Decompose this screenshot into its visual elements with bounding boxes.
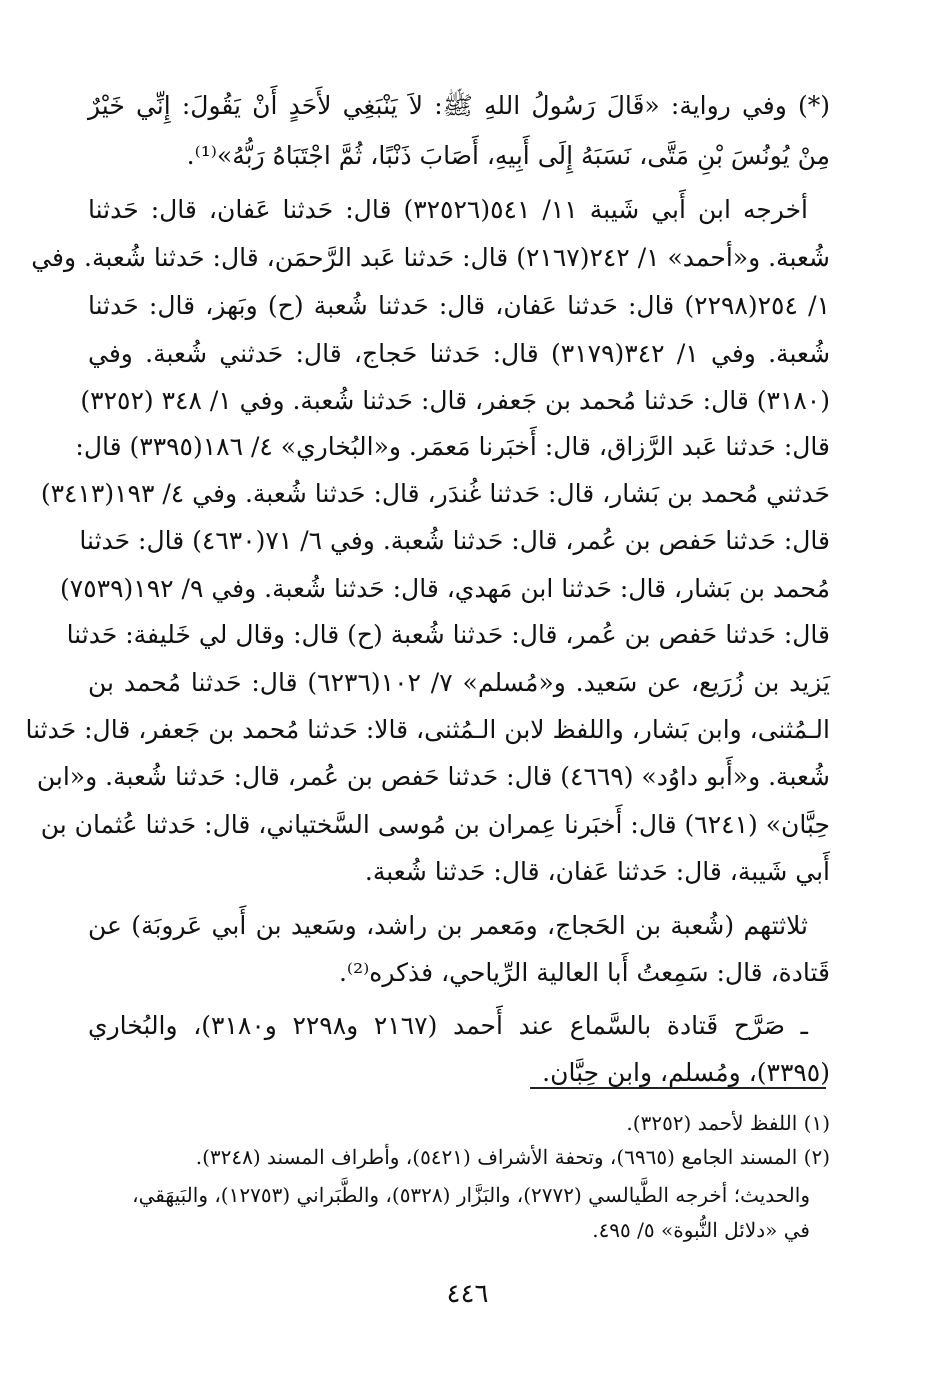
takhrij-line-10: قال: حَدثنا حَفص بن عُمر، قال: حَدثنا شُعبة (ح) قال: وقال لي خَليفة: حَدثنا [66,620,830,649]
takhrij-line-11: يَزيد بن زُرَيع، عن سَعيد. و«مُسلم» ٧/ ١٠٢(٦٢٣٦) قال: حَدثنا مُحمد بن [88,668,830,697]
takhrij-line-1: أخرجه ابن أَبي شَيبة ١١/ ٥٤١(٣٢٥٢٦) قال: حَدثنا عَفان، قال: حَدثنا [88,195,808,224]
summary-line-1: ثلاثتهم (شُعبة بن الحَجاج، ومَعمر بن راشد، وسَعيد بن أَبي عَروبَة) عن [88,911,808,940]
footnote-1: (١) اللفظ لأحمد (٣٢٥٢). [626,1111,830,1135]
takhrij-line-13: شُعبة. و«أَبو داوُد» (٤٦٦٩) قال: حَدثنا حَفص بن عُمر، قال: حَدثنا شُعبة. و«ابن [36,762,830,791]
takhrij-line-12: الـمُثنى، وابن بَشار، واللفظ لابن الـمُثنى، قالا: حَدثنا مُحمد بن جَعفر، قال: حَدثنا [25,715,830,744]
takhrij-line-7: حَدثني مُحمد بن بَشار، قال: حَدثنا غُندَر، قال: حَدثنا شُعبة. وفي ٤/ ١٩٣(٣٤١٣) [40,479,830,508]
footnote-2: (٢) المسند الجامع (٦٩٦٥)، وتحفة الأشراف (٥٤٢١)، وأطراف المسند (٣٢٤٨). [195,1145,830,1169]
note-line-2: (٣٣٩٥)، ومُسلم، وابن حِبَّان. [542,1058,830,1087]
hadith-line-1: (*) وفي رواية: «قَالَ رَسُولُ اللهِ ﷺ: لاَ يَنْبَغِي لأَحَدٍ أَنْ يَقُولَ: إِنِّي خَيْرٌ [88,91,830,120]
note-line-1: ـ صَرَّح قَتادة بالسَّماع عند أَحمد (٢١٦٧ و٢٢٩٨ و٣١٨٠)، والبُخاري [88,1011,808,1040]
summary-line-2: قَتادة، قال: سَمِعتُ أَبا العالية الرِّياحي، فذكره⁽²⁾. [338,958,830,987]
takhrij-line-8: قال: حَدثنا حَفص بن عُمر، قال: حَدثنا شُعبة. وفي ٦/ ٧١(٤٦٣٠) قال: حَدثنا [79,526,830,555]
takhrij-line-5: (٣١٨٠) قال: حَدثنا مُحمد بن جَعفر، قال: حَدثنا شُعبة. وفي ١/ ٣٤٨ (٣٢٥٢) [80,386,830,415]
footnote-separator [530,1087,826,1089]
takhrij-line-2: شُعبة. و«أحمد» ١/ ٢٤٢(٢١٦٧) قال: حَدثنا عَبد الرَّحمَن، قال: حَدثنا شُعبة. وفي [31,243,830,272]
footnote-2-continuation-1: والحديث؛ أخرجه الطَّيالسي (٢٧٧٢)، والبَزَّار (٥٣٢٨)، والطَّبَراني (١٢٧٥٣)، والبَيهَقي، [132,1183,810,1207]
takhrij-line-6: قال: حَدثنا عَبد الرَّزاق، قال: أَخبَرنا مَعمَر. و«البُخاري» ٤/ ١٨٦(٣٣٩٥) قال: [75,432,830,461]
takhrij-line-9: مُحمد بن بَشار، قال: حَدثنا ابن مَهدي، قال: حَدثنا شُعبة. وفي ٩/ ١٩٢(٧٥٣٩) [60,574,830,603]
page-number: ٤٤٦ [446,1279,489,1309]
footnote-2-continuation-2: في «دلائل النُّبوة» ٥/ ٤٩٥. [592,1218,810,1242]
hadith-line-2: مِنْ يُونُسَ بْنِ مَتَّى، نَسَبَهُ إِلَى أَبِيهِ، أَصَابَ ذَنْبًا، ثُمَّ اجْتَبَاهُ رَبُّهُ»⁽¹⁾. [186,141,830,170]
takhrij-line-14: حِبَّان» (٦٢٤١) قال: أَخبَرنا عِمران بن مُوسى السَّختياني، قال: حَدثنا عُثمان بن [40,810,830,839]
takhrij-line-4: شُعبة. وفي ١/ ٣٤٢(٣١٧٩) قال: حَدثنا حَجاج، قال: حَدثني شُعبة. وفي [88,339,831,368]
takhrij-line-15: أَبي شَيبة، قال: حَدثنا عَفان، قال: حَدثنا شُعبة. [364,857,830,886]
takhrij-line-3: ١/ ٢٥٤(٢٢٩٨) قال: حَدثنا عَفان، قال: حَدثنا شُعبة (ح) وبَهز، قال: حَدثنا [88,291,831,320]
